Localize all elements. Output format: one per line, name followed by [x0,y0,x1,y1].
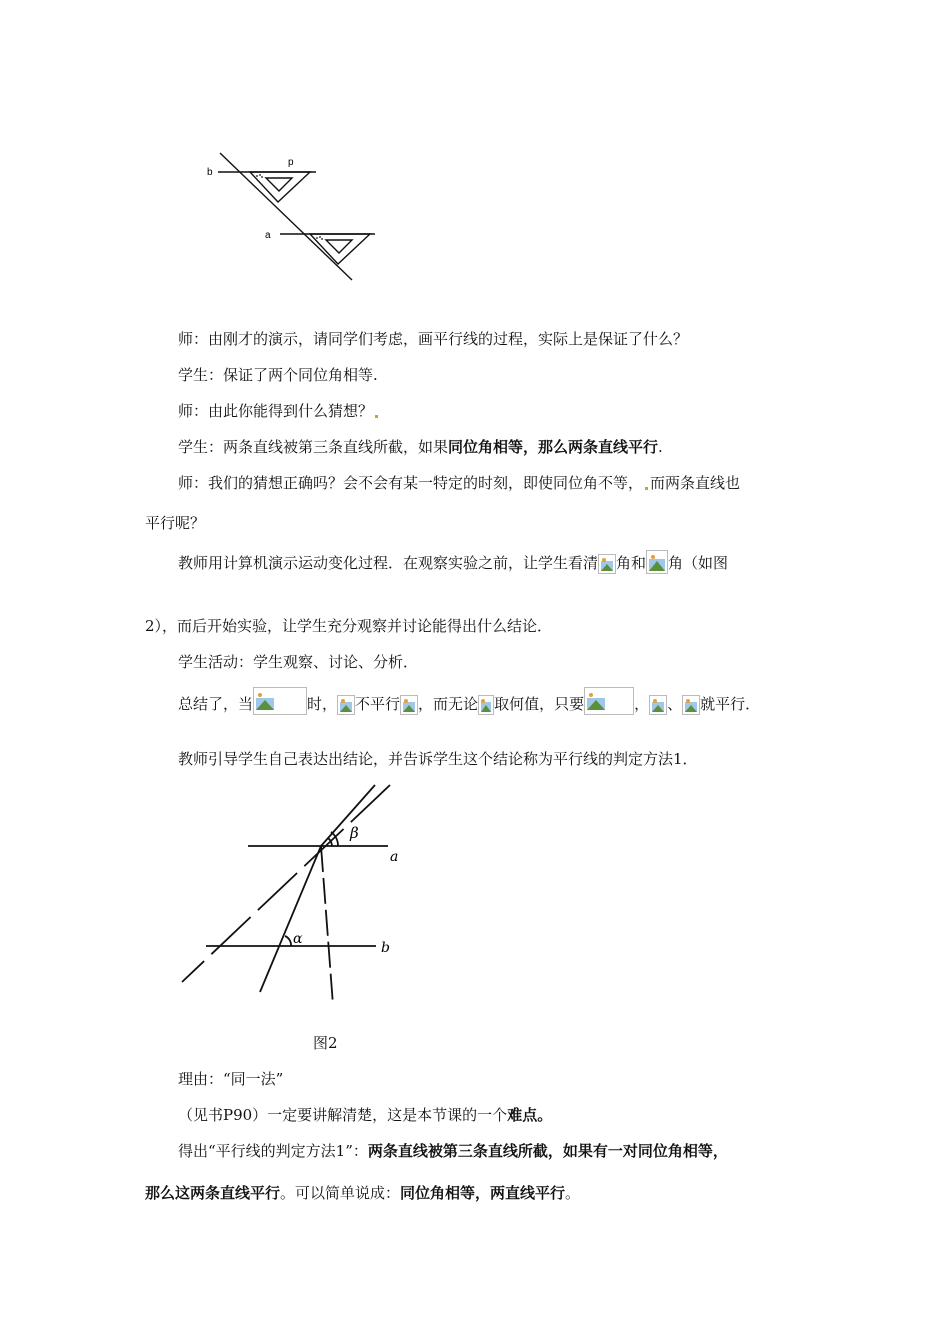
figure-1-set-square [200,145,390,290]
paragraph-teacher-conclusion: 教师引导学生自己表达出结论，并告诉学生这个结论称为平行线的判定方法1． [178,750,698,768]
beta-image-placeholder [646,550,668,574]
paragraph-student-conjecture: 学生：两条直线被第三条直线所截，如果同位角相等，那么两条直线平行. [178,438,663,456]
alpha-image-placeholder [598,554,616,574]
figure-2-caption: 图2 [313,1034,338,1052]
figure-2-label-alpha: α [293,931,303,947]
paragraph-method-summary: 那么这两条直线平行。可以简单说成：同位角相等，两直线平行。 [145,1184,581,1202]
paragraph-teacher-guess: 师：由此你能得到什么猜想？ [178,400,380,421]
paragraph-computer-demo: 教师用计算机演示运动变化过程．在观察实验之前，让学生看清 角和 角（如图 [178,550,728,574]
paragraph-experiment: 2），而后开始实验，让学生充分观察并讨论能得出什么结论． [145,617,553,635]
condition-image-placeholder [253,687,307,715]
figure-2-diagram [178,780,418,1015]
paragraph-teacher-question: 师：由刚才的演示，请同学们考虑，画平行线的过程，实际上是保证了什么？ [178,330,689,348]
figure-1-label-a: a [265,230,271,241]
not-parallel-image-placeholder [400,695,418,715]
equal-angles-image-placeholder [584,687,634,715]
paragraph-student-answer: 学生：保证了两个同位角相等. [178,366,378,384]
paragraph-textbook-reference: （见书P90）一定要讲解清楚，这是本节课的一个难点。 [178,1106,553,1124]
figure-1-label-p: p [288,157,294,168]
paragraph-summary: 总结了，当 时， 不平行 ，而无论 取何值，只要 ， 、 就平行． [178,687,760,715]
figure-2-label-b: b [381,940,390,956]
line-a-image-placeholder [649,695,667,715]
figure-1-label-b: b [207,167,213,178]
figure-2-label-beta: β [350,824,359,842]
line-b-image-placeholder [682,695,700,715]
paragraph-teacher-challenge: 师：我们的猜想正确吗？会不会有某一特定的时刻，即使同位角不等， 而两条直线也 [178,474,741,492]
paragraph-method-statement: 得出“平行线的判定方法1”：两条直线被第三条直线所截，如果有一对同位角相等， [178,1142,728,1160]
paragraph-student-activity: 学生活动：学生观察、讨论、分析． [178,653,419,671]
lines-image-placeholder [337,695,355,715]
variable-image-placeholder [478,695,494,715]
figure-2-label-a: a [390,849,399,865]
paragraph-reason: 理由：“同一法” [178,1070,284,1088]
paragraph-teacher-challenge-cont: 平行呢？ [145,514,206,532]
